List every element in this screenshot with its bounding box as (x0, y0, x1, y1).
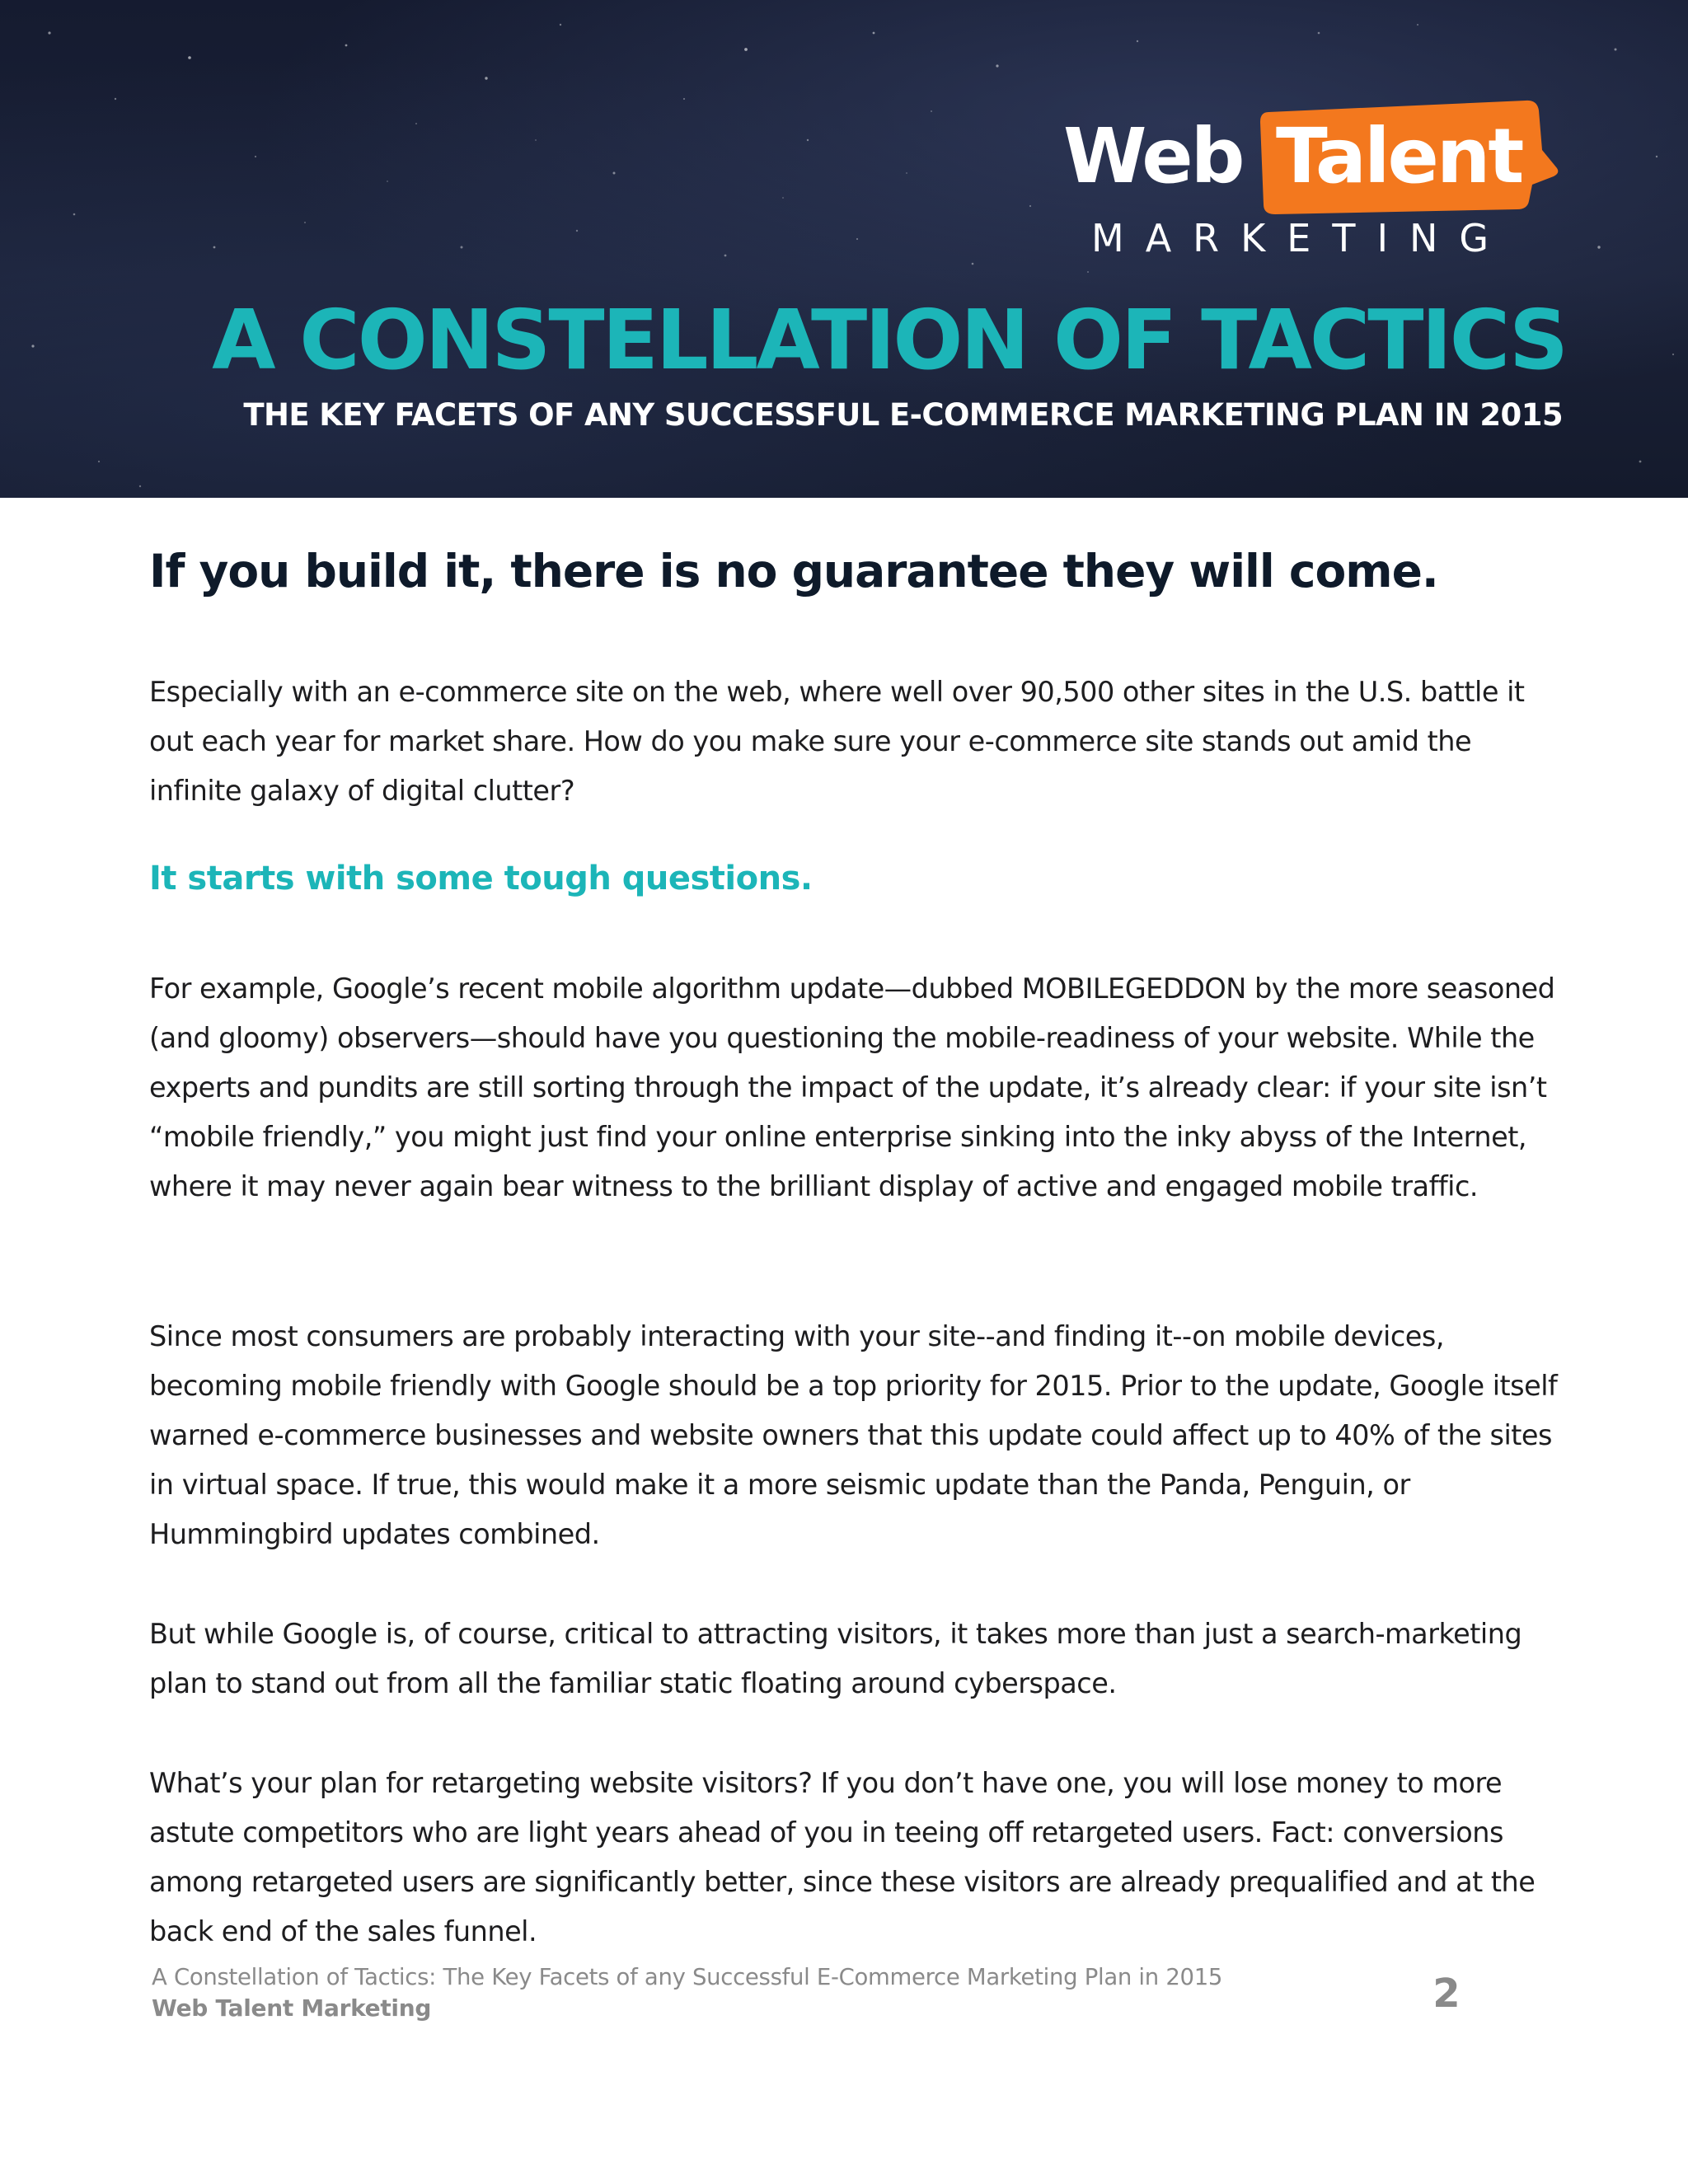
logo-tagline: MARKETING (1091, 216, 1511, 260)
document-title: A CONSTELLATION OF TACTICS (212, 292, 1566, 388)
article-heading: If you build it, there is no guarantee they will come. (149, 545, 1438, 598)
body-paragraph: What’s your plan for retargeting website visitors? If you don’t have one, you will lose money to more astute competitors who are light years ahead of you in teeing off retargeted users. Fact: conversions among retargeted users are significantly better, since these visitors are already prequalified and at the back end of the sales funnel. (149, 1767, 1536, 1947)
body-paragraph: But while Google is, of course, critical to attracting visitors, it takes more than just a search-marketing plan to stand out from all the familiar static floating around cyberspace. (149, 1618, 1522, 1699)
logo-word-talent: Talent (1276, 112, 1522, 200)
body-paragraph: For example, Google’s recent mobile algorithm update—dubbed MOBILEGEDDON by the more seasoned (and gloomy) observers—should have you questioning the mobile-readiness of your website. While the experts and pundits are still sorting through the impact of the update, it’s already clear: if your site isn’t “mobile friendly,” you might just find your online enterprise sinking into the inky abyss of the Internet, where it may never again bear witness to the brilliant display of active and engaged mobile traffic. (149, 972, 1555, 1202)
logo-word-web: Web (1063, 112, 1243, 200)
intro-paragraph: Especially with an e-commerce site on the web, where well over 90,500 other sites in the U.S. battle it out each year for market share. How do you make sure your e-commerce site stands out amid the infinite galaxy of digital clutter? (149, 676, 1525, 807)
web-talent-logo (1063, 97, 1574, 262)
section-subheading: It starts with some tough questions. (149, 860, 813, 898)
document-subtitle: THE KEY FACETS OF ANY SUCCESSFUL E-COMMERCE MARKETING PLAN IN 2015 (243, 397, 1563, 433)
footer-company-name: Web Talent Marketing (152, 1994, 432, 2022)
article-body (149, 544, 1567, 1947)
page-number: 2 (1432, 1971, 1461, 2017)
header-banner (0, 0, 1688, 498)
footer-document-title: A Constellation of Tactics: The Key Facets of any Successful E-Commerce Marketing Plan in 2015 (152, 1964, 1223, 1990)
body-paragraph: Since most consumers are probably interacting with your site--and finding it--on mobile devices, becoming mobile friendly with Google should be a top priority for 2015. Prior to the update, Google itself warned e-commerce businesses and website owners that this update could affect up to 40% of the sites in virtual space. If true, this would make it a more seismic update than the Panda, Penguin, or Hummingbird updates combined. (149, 1320, 1558, 1550)
